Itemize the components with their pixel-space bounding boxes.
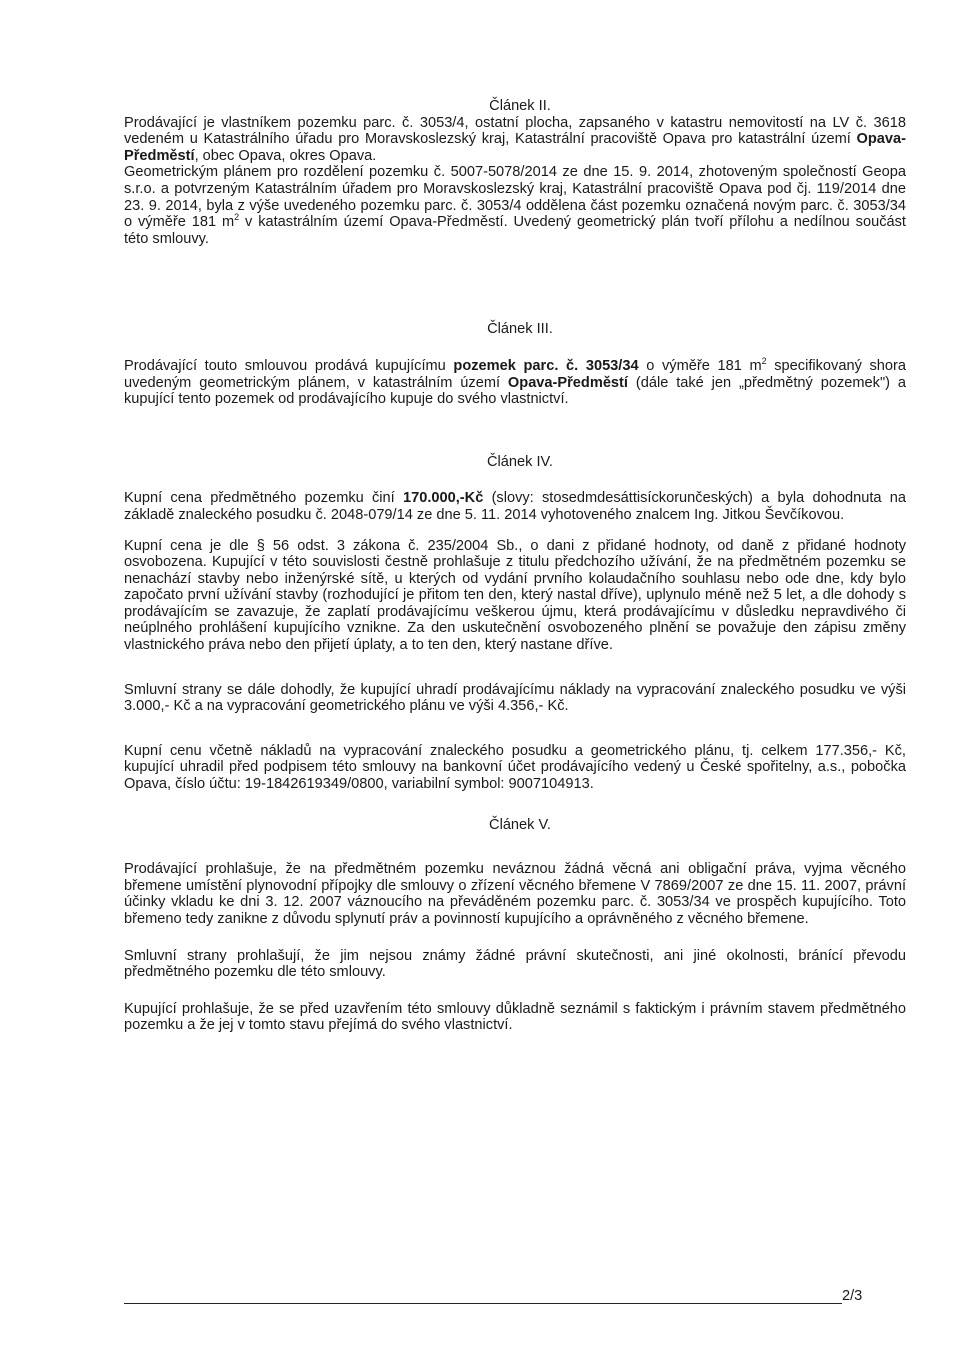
paragraph [124, 743, 906, 793]
paragraph [124, 948, 906, 981]
text-run: Prodávající je vlastníkem pozemku parc. č. 3053/4, ostatní plocha, zapsaného v katastru nemovitostí na LV č. 3618 vedeném u Katastrálního úřadu pro Moravskoslezský kraj, Katastrální pracoviště Opava pro katastrální území [124, 114, 906, 148]
paragraph [124, 861, 906, 927]
superscript: 2 [761, 355, 767, 366]
text-run-bold: Opava-Předměstí [124, 131, 906, 164]
text-run: Kupní cena předmětného pozemku činí [124, 490, 403, 507]
paragraph [124, 115, 906, 165]
paragraph [124, 538, 906, 654]
page-number: 2/3 [842, 1288, 863, 1304]
article-heading: Článek V. [489, 816, 551, 833]
superscript: 2 [234, 212, 240, 223]
contract-body [124, 98, 906, 1034]
paragraph [124, 164, 906, 247]
paragraph [124, 490, 906, 523]
article-heading: Článek III. [487, 321, 553, 338]
text-run: Geometrickým plánem pro rozdělení pozemku č. 5007-5078/2014 ze dne 15. 9. 2014, zhotoveným společností Geopa s.r.o. a potvrzeným Katastrálním úřadem pro Moravskoslezský kraj, Katastrální pracoviště Opava pod čj. 119/2014 dne 23. 9. 2014, byla z výše uvedeného pozemku parc. č. 3053/4 oddělena část pozemku označená novým parc. č. 3053/34 o výměře 181 m [124, 164, 906, 231]
text-run: , obec Opava, okres Opava. [194, 147, 377, 164]
paragraph [124, 355, 907, 408]
text-run: Prodávající touto smlouvou prodává kupujícímu [124, 357, 454, 374]
article-4 [124, 454, 906, 793]
text-run: Kupující prohlašuje, že se před uzavřením této smlouvy důkladně seznámil s faktickým i právním stavem předmětného pozemku a že jej v tomto stavu přejímá do svého vlastnictví. [124, 1000, 906, 1034]
text-run-bold: Opava-Předměstí [507, 374, 628, 391]
text-run-bold: pozemek parc. č. 3053/34 [453, 357, 639, 374]
text-run: (slovy: stosedmdesáttisíckorunčeských) a byla dohodnuta na základě znaleckého posudku č. 2048-079/14 ze dne 5. 11. 2014 vyhotoveného znalcem Ing. Jitkou Ševčíkovou. [124, 490, 906, 523]
text-run-bold: 170.000,-Kč [402, 490, 484, 507]
article-5 [124, 817, 906, 1034]
paragraph [124, 682, 906, 715]
text-run: Smluvní strany prohlašují, že jim nejsou známy žádné právní skutečnosti, ani jiné okolnosti, bránící převodu předmětného pozemku dle této smlouvy. [124, 947, 906, 981]
text-run: (dále také jen „předmětný pozemek") a kupující tento pozemek od prodávajícího kupuje do svého vlastnictví. [124, 374, 906, 408]
article-3 [124, 321, 906, 407]
text-run: v katastrálním území Opava-Předměstí. Uvedený geometrický plán tvoří přílohu a nedílnou součást této smlouvy. [124, 214, 906, 247]
text-run: Kupní cena je dle § 56 odst. 3 zákona č. 235/2004 Sb., o dani z přidané hodnoty, od daně z přidané hodnoty osvobozena. Kupující v této souvislosti čestně prohlašuje z titulu předchozího užívání, že na předmětném pozemku se nenachází stavby nebo inženýrské sítě, u kterých od vydání prvního kolaudačního souhlasu nebo ode dne, kdy bylo započato první užívání stavby (rozhodující je přitom ten den, který nastal dříve), uplynulo méně než 5 let, a dle dohody s prodávajícím se zavazuje, že zaplatí prodávajícímu veškerou újmu, která prodávajícímu v důsledku nepravdivého či neúplného prohlášení kupujícího vznikne. Za den uskutečnění osvobozeného plnění se považuje den zápisu změny vlastnického práva nebo den přijetí úplaty, a to ten den, který nastane dříve. [124, 537, 906, 654]
article-heading: Článek II. [489, 98, 551, 114]
article-heading: Článek IV. [487, 453, 553, 470]
text-run: Kupní cenu včetně nákladů na vypracování znaleckého posudku a geometrického plánu, tj. celkem 177.356,- Kč, kupující uhradil před podpisem této smlouvy na bankovní účet prodávajícího vedený u České spořitelny, a.s., pobočka Opava, číslo účtu: 19-1842619349/0800, variabilní symbol: 9007104913. [124, 742, 906, 793]
text-run: specifikovaný shora uvedeným geometrickým plánem, v katastrálním území [124, 357, 907, 391]
paragraph [124, 1001, 906, 1034]
text-run: Prodávající prohlašuje, že na předmětném pozemku neváznou žádná věcná ani obligační práva, vyjma věcného břemene umístění plynovodní přípojky dle smlouvy o zřízení věcného břemene V 7869/2007 ze dne 15. 11. 2007, právní účinky vkladu ke dni 3. 12. 2007 váznoucího na převáděném pozemku parc. č. 3053/34 ve prospěch kupujícího. Toto břemeno tedy zanikne z důvodu splynutí práv a povinností kupujícího a oprávněného z věcného břemene. [124, 861, 906, 927]
text-run: o výměře 181 m [638, 357, 762, 374]
footer-rule [124, 1303, 842, 1304]
text-run: Smluvní strany se dále dohodly, že kupující uhradí prodávajícímu náklady na vypracování znaleckého posudku ve výši 3.000,- Kč a na vypracování geometrického plánu ve výši 4.356,- Kč. [124, 681, 906, 715]
article-2 [124, 98, 906, 247]
